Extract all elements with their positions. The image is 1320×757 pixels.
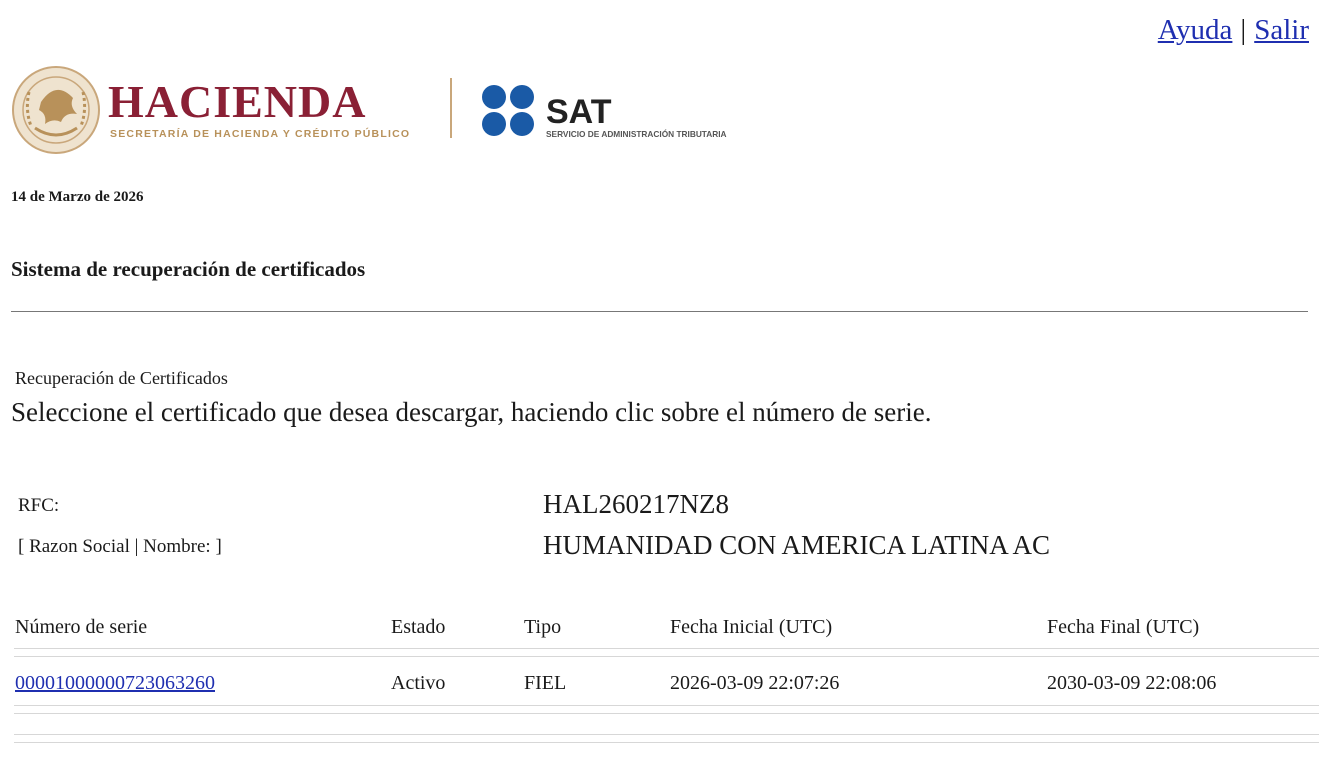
serial-cell bbox=[15, 672, 215, 695]
type-cell: FIEL bbox=[524, 672, 567, 694]
column-header-end-date: Fecha Final (UTC) bbox=[1047, 616, 1200, 638]
table-row-divider-2 bbox=[14, 713, 1319, 714]
link-separator: | bbox=[1240, 14, 1247, 46]
government-logo-bar bbox=[11, 62, 771, 158]
sat-wordmark: SAT bbox=[546, 93, 612, 131]
table-header-divider-1 bbox=[14, 648, 1319, 649]
hacienda-wordmark: HACIENDA bbox=[108, 76, 367, 127]
table-footer-divider-1 bbox=[14, 734, 1319, 735]
instruction-text: Seleccione el certificado que desea descargar, haciendo clic sobre el número de serie. bbox=[11, 397, 932, 427]
page-title: Sistema de recuperación de certificados bbox=[11, 257, 366, 281]
rfc-value: HAL260217NZ8 bbox=[543, 489, 729, 519]
end-date-cell: 2030-03-09 22:08:06 bbox=[1047, 672, 1217, 694]
top-links bbox=[1158, 12, 1309, 48]
table-row-divider-1 bbox=[14, 705, 1319, 706]
table-header-divider-2 bbox=[14, 656, 1319, 657]
section-label: Recuperación de Certificados bbox=[15, 368, 228, 388]
rfc-label: RFC: bbox=[18, 495, 60, 516]
help-link[interactable]: Ayuda bbox=[1157, 14, 1233, 46]
hacienda-subtitle: SECRETARÍA DE HACIENDA Y CRÉDITO PÚBLICO bbox=[110, 128, 411, 140]
title-divider bbox=[11, 311, 1308, 312]
column-header-serial: Número de serie bbox=[15, 616, 148, 638]
sat-logo-icon bbox=[482, 85, 534, 136]
business-name-label: [ Razon Social | Nombre: ] bbox=[18, 536, 222, 557]
certificate-serial-link[interactable]: 00001000000723063260 bbox=[15, 672, 215, 694]
sat-subtitle: SERVICIO DE ADMINISTRACIÓN TRIBUTARIA bbox=[546, 129, 727, 139]
certificates-table bbox=[14, 603, 1319, 711]
status-cell: Activo bbox=[391, 672, 446, 694]
logout-link[interactable]: Salir bbox=[1254, 14, 1309, 46]
column-header-start-date: Fecha Inicial (UTC) bbox=[670, 616, 833, 638]
table-footer-divider-2 bbox=[14, 742, 1319, 743]
mexico-seal-icon bbox=[13, 67, 99, 153]
table-row bbox=[14, 655, 1319, 711]
start-date-cell: 2026-03-09 22:07:26 bbox=[670, 672, 840, 694]
column-header-status: Estado bbox=[391, 616, 446, 638]
column-header-type: Tipo bbox=[524, 616, 562, 638]
current-date: 14 de Marzo de 2026 bbox=[11, 189, 144, 205]
business-name-value: HUMANIDAD CON AMERICA LATINA AC bbox=[543, 530, 1051, 560]
